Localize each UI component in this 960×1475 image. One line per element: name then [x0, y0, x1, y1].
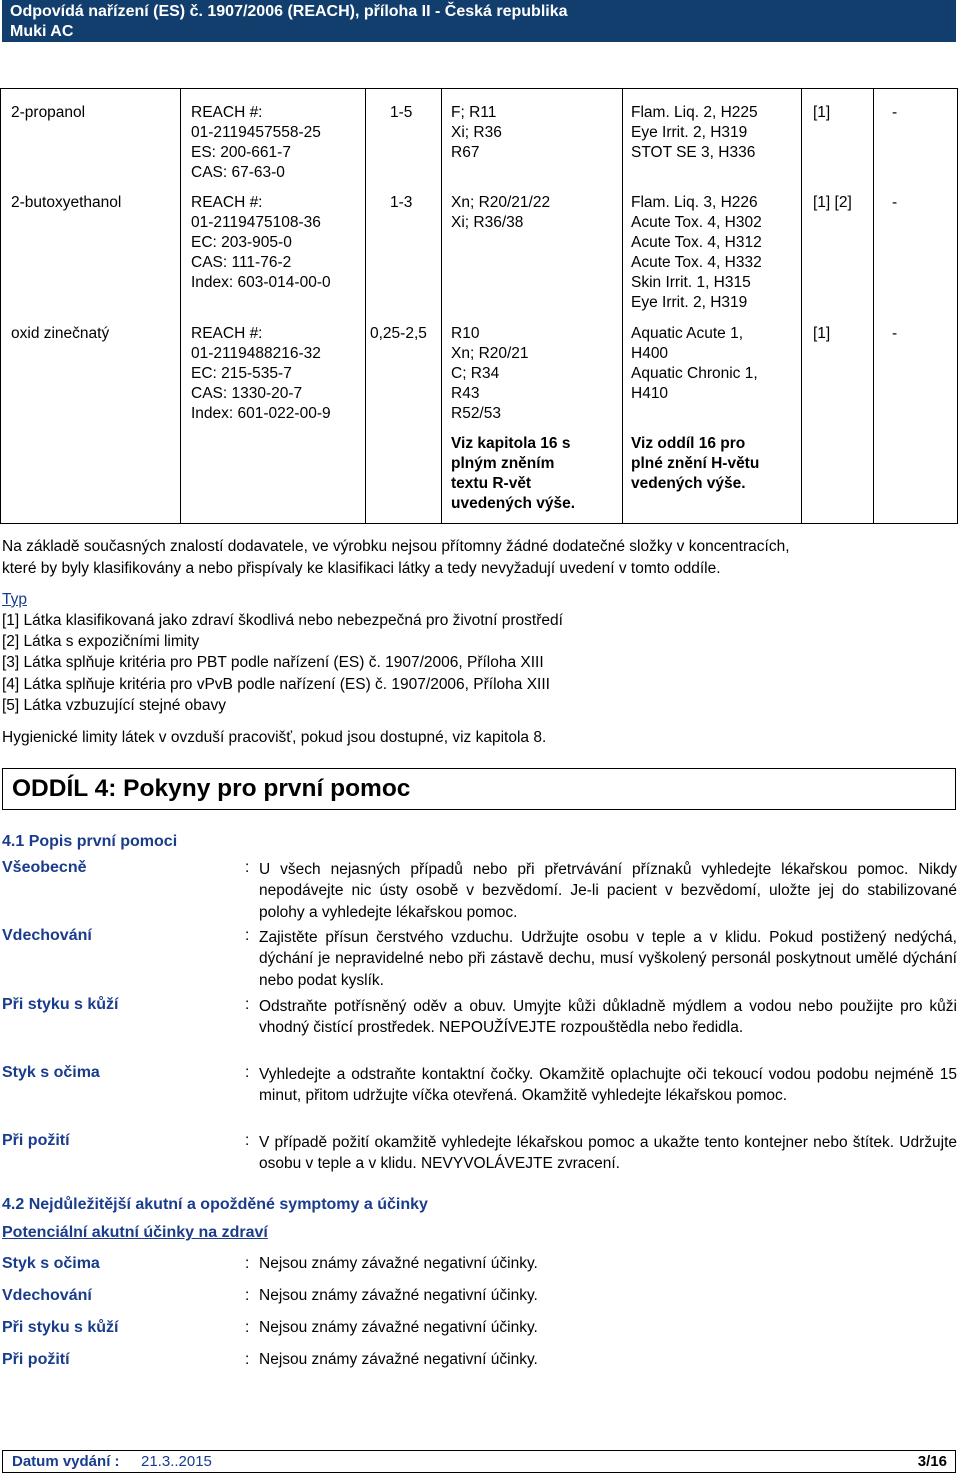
concentration: 1-3: [390, 194, 413, 211]
identifier-line: ES: 200-661-7: [191, 144, 291, 161]
note-dash: -: [892, 104, 898, 121]
h-statement: Flam. Liq. 2, H225: [631, 104, 758, 121]
symptom-text: Nejsou známy závažné negativní účinky.: [259, 1351, 538, 1368]
identifier-line: Index: 603-014-00-0: [191, 274, 331, 291]
r-phrase: Xi; R36/38: [451, 214, 524, 231]
column-divider: [801, 89, 802, 523]
first-aid-label: Styk s očima: [2, 1064, 100, 1081]
section-4-heading: [2, 768, 956, 810]
h-footnote-line: Viz oddíl 16 pro: [631, 435, 746, 452]
h-statement: STOT SE 3, H336: [631, 144, 756, 161]
colon-separator: :: [245, 927, 250, 944]
substance-name: oxid zinečnatý: [11, 325, 110, 342]
info-paragraph-line: Na základě současných znalostí dodavatele, ve výrobku nejsou přítomny žádné dodatečné složky v koncentracích,: [2, 538, 790, 555]
info-paragraph-line: které by byly klasifikovány a nebo přispívaly ke klasifikaci látky a tedy nevyžadují uvedení v tomto oddíle.: [2, 560, 721, 577]
column-divider: [365, 89, 366, 523]
regulation-title: Odpovídá nařízení (ES) č. 1907/2006 (REACH), příloha II - Česká republika: [10, 3, 568, 20]
identifier-line: 01-2119475108-36: [191, 214, 321, 231]
first-aid-label: Při styku s kůží: [2, 996, 119, 1013]
issue-date-value: 21.3..2015: [141, 1453, 212, 1470]
r-phrase: Xi; R36: [451, 124, 502, 141]
substance-name: 2-propanol: [11, 104, 86, 121]
concentration: 0,25-2,5: [370, 325, 427, 342]
r-footnote-line: textu R-vět: [451, 475, 532, 492]
symptom-text: Nejsou známy závažné negativní účinky.: [259, 1255, 538, 1272]
typ-item: [4] Látka splňuje kritéria pro vPvB podle nařízení (ES) č. 1907/2006, Příloha XIII: [2, 676, 550, 693]
h-statement: Eye Irrit. 2, H319: [631, 124, 748, 141]
r-footnote-line: plným zněním: [451, 455, 555, 472]
identifier-line: CAS: 1330-20-7: [191, 385, 303, 402]
colon-separator: :: [245, 1132, 250, 1149]
identifier-line: EC: 215-535-7: [191, 365, 292, 382]
typ-heading: Typ: [2, 591, 27, 608]
typ-item: [1] Látka klasifikovaná jako zdraví škodlivá nebo nebezpečná pro životní prostředí: [2, 612, 563, 629]
typ-item: [3] Látka splňuje kritéria pro PBT podle nařízení (ES) č. 1907/2006, Příloha XIII: [2, 654, 544, 671]
first-aid-text: V případě požití okamžitě vyhledejte lékařskou pomoc a ukažte tento kontejner nebo štítek. Udržujte osobu v teple a v klidu. NEVYVOLÁVEJTE zvracení.: [259, 1134, 957, 1173]
typ-item: [5] Látka vzbuzující stejné obavy: [2, 697, 227, 714]
page-footer: [2, 1450, 956, 1473]
column-divider: [441, 89, 442, 523]
symptom-text: Nejsou známy závažné negativní účinky.: [259, 1287, 538, 1304]
colon-separator: :: [245, 1255, 250, 1272]
colon-separator: :: [245, 859, 250, 876]
h-footnote-line: plné znění H-větu: [631, 455, 760, 472]
identifier-line: REACH #:: [191, 194, 263, 211]
r-phrase: R10: [451, 325, 480, 342]
symptom-label: Styk s očima: [2, 1255, 100, 1272]
first-aid-label: Vdechování: [2, 927, 92, 944]
hygiene-note: Hygienické limity látek v ovzduší pracovišť, pokud jsou dostupné, viz kapitola 8.: [2, 729, 547, 746]
column-divider: [622, 89, 623, 523]
r-footnote-line: Viz kapitola 16 s: [451, 435, 571, 452]
substance-name: 2-butoxyethanol: [11, 194, 122, 211]
r-phrase: R67: [451, 144, 480, 161]
first-aid-text: Zajistěte přísun čerstvého vzduchu. Udržujte osobu v teple a v klidu. Pokud postižený nedýchá, dýchání je nepravidelné nebo při zástavě dechu, musí vyškolený personál poskytnout umělé dýchání nebo podat kyslík.: [259, 929, 957, 989]
r-phrase: Xn; R20/21: [451, 345, 529, 362]
note-dash: -: [892, 325, 898, 342]
composition-table: [0, 88, 958, 524]
h-statement: Flam. Liq. 3, H226: [631, 194, 758, 211]
colon-separator: :: [245, 1319, 250, 1336]
symptom-text: Nejsou známy závažné negativní účinky.: [259, 1319, 538, 1336]
h-statement: Aquatic Chronic 1,: [631, 365, 758, 382]
colon-separator: :: [245, 1064, 250, 1081]
r-phrase: F; R11: [451, 104, 497, 121]
identifier-line: 01-2119457558-25: [191, 124, 321, 141]
colon-separator: :: [245, 1351, 250, 1368]
colon-separator: :: [245, 1287, 250, 1304]
h-statement: Eye Irrit. 2, H319: [631, 294, 748, 311]
identifier-line: CAS: 67-63-0: [191, 164, 285, 181]
first-aid-label: Při požití: [2, 1132, 70, 1149]
symptom-label: Vdechování: [2, 1287, 92, 1304]
symptom-label: Při požití: [2, 1351, 70, 1368]
page-number: 3/16: [917, 1453, 947, 1470]
section-4-title: ODDÍL 4: Pokyny pro první pomoc: [12, 775, 411, 802]
product-name: Muki AC: [10, 23, 74, 40]
type-ref: [1]: [813, 325, 831, 342]
subsection-4-1-title: 4.1 Popis první pomoci: [2, 833, 178, 850]
h-statement: Acute Tox. 4, H302: [631, 214, 762, 231]
acute-effects-heading: Potenciální akutní účinky na zdraví: [2, 1224, 268, 1241]
h-statement: Acute Tox. 4, H312: [631, 234, 762, 251]
r-phrase: R43: [451, 385, 480, 402]
colon-separator: :: [245, 996, 250, 1013]
symptom-label: Při styku s kůží: [2, 1319, 119, 1336]
h-statement: Skin Irrit. 1, H315: [631, 274, 751, 291]
typ-item: [2] Látka s expozičními limity: [2, 633, 200, 650]
h-statement: Acute Tox. 4, H332: [631, 254, 762, 271]
identifier-line: Index: 601-022-00-9: [191, 405, 331, 422]
h-statement: H400: [631, 345, 669, 362]
first-aid-label: Všeobecně: [2, 859, 87, 876]
identifier-line: REACH #:: [191, 325, 263, 342]
identifier-line: 01-2119488216-32: [191, 345, 321, 362]
h-statement: Aquatic Acute 1,: [631, 325, 744, 342]
identifier-line: EC: 203-905-0: [191, 234, 292, 251]
first-aid-text: U všech nejasných případů nebo při přetrvávání příznaků vyhledejte lékařskou pomoc. Nikdy nepodávejte nic ústy osobě v bezvědomí. Je-li pacient v bezvědomí, uložte jej do stabilizované polohy a vyhledejte lékařskou pomoc.: [259, 861, 957, 921]
column-divider: [873, 89, 874, 523]
note-dash: -: [892, 194, 898, 211]
identifier-line: CAS: 111-76-2: [191, 254, 292, 271]
first-aid-text: Vyhledejte a odstraňte kontaktní čočky. Okamžitě oplachujte oči tekoucí vodou podobu nejméně 15 minut, přitom udržujte víčka otevřená. Okamžitě vyhledejte lékařskou pomoc.: [259, 1066, 957, 1105]
r-footnote-line: uvedených výše.: [451, 495, 576, 512]
r-phrase: C; R34: [451, 365, 500, 382]
first-aid-text: Odstraňte potřísněný oděv a obuv. Umyjte kůži důkladně mýdlem a vodou nebo použijte pro kůži vhodný čistící prostředek. NEPOUŽÍVEJTE rozpouštědla nebo ředidla.: [259, 998, 957, 1037]
h-footnote-line: vedených výše.: [631, 475, 746, 492]
issue-date-label: Datum vydání :: [12, 1453, 120, 1470]
identifier-line: REACH #:: [191, 104, 263, 121]
column-divider: [180, 89, 181, 523]
r-phrase: Xn; R20/21/22: [451, 194, 551, 211]
r-phrase: R52/53: [451, 405, 501, 422]
h-statement: H410: [631, 385, 669, 402]
type-ref: [1]: [813, 104, 831, 121]
subsection-4-2-title: 4.2 Nejdůležitější akutní a opožděné symptomy a účinky: [2, 1196, 428, 1213]
type-ref: [1] [2]: [813, 194, 852, 211]
document-header: [2, 0, 956, 42]
concentration: 1-5: [390, 104, 413, 121]
